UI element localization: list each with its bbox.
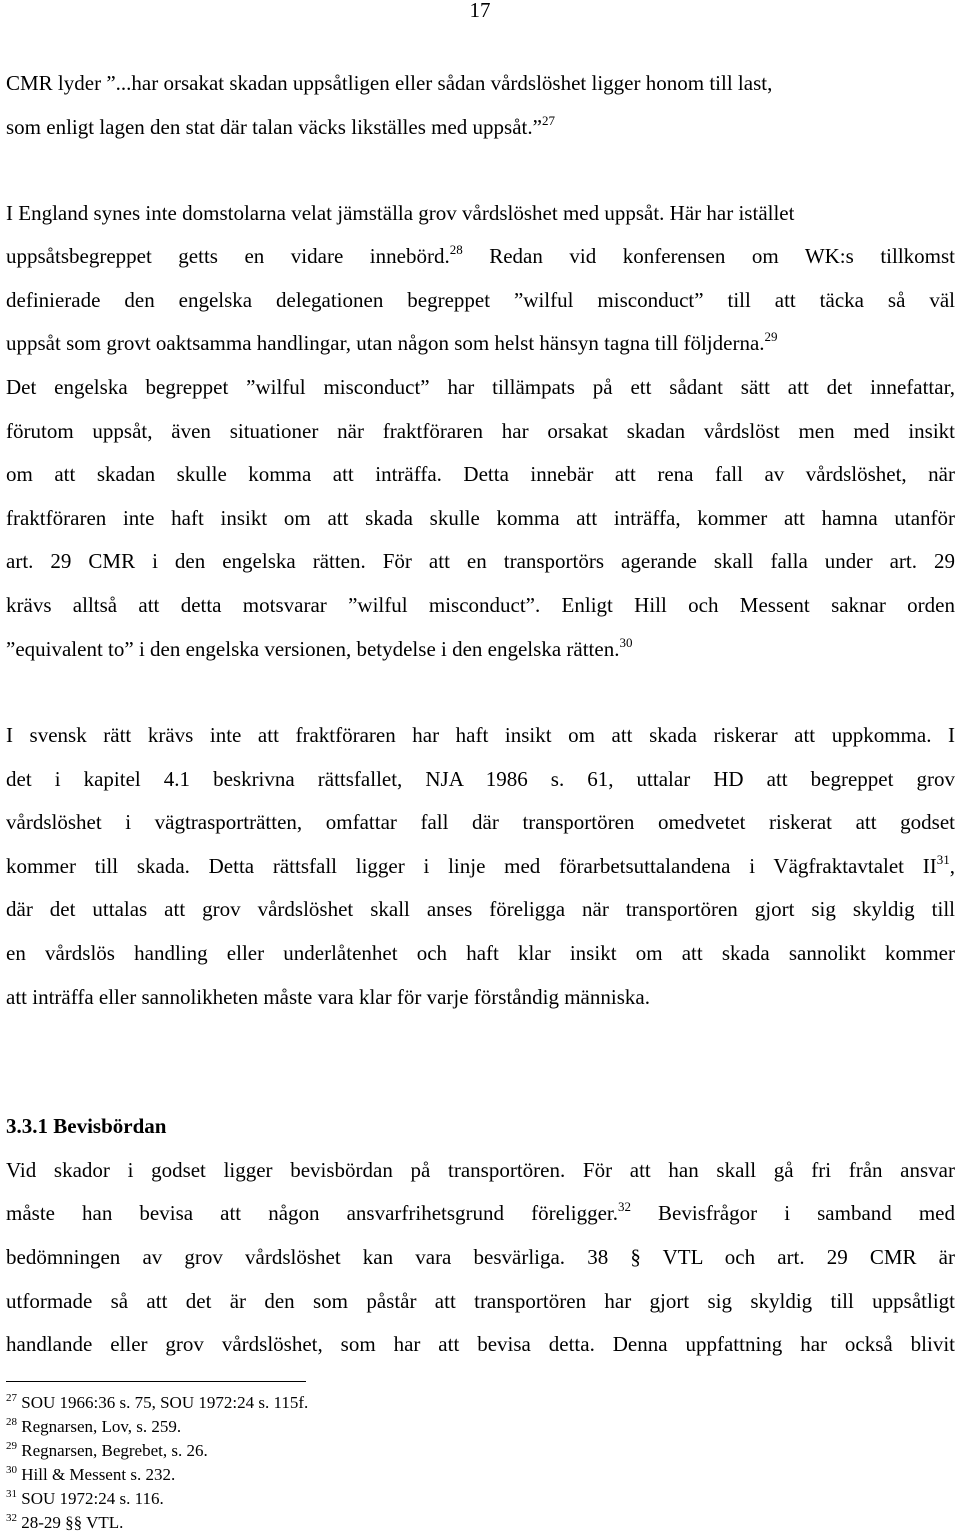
text-run: det i kapitel 4.1 beskrivna rättsfallet, NJA 1986 s. 61, uttalar HD att begreppet grov: [6, 767, 955, 791]
text-line: [6, 766, 955, 792]
text-run: CMR lyder ”...har orsakat skadan uppsåtligen eller sådan vårdslöshet ligger honom till last,: [6, 71, 773, 95]
text-run: utformade så att det är den som påstår att transportören har gjort sig skyldig till uppsåtligt: [6, 1289, 955, 1313]
footnote-ref: 29: [764, 329, 778, 344]
page-number: 17: [469, 0, 491, 22]
text-run: Det engelska begreppet ”wilful misconduct” har tillämpats på ett sådant sätt att det innefattar,: [6, 375, 955, 399]
text-run: kommer till skada. Detta rättsfall ligger i linje med förarbetsuttalandena i Vägfraktavtalet II: [6, 854, 937, 878]
text-run: Vid skador i godset ligger bevisbördan på transportören. För att han skall gå fri från ansvar: [6, 1158, 955, 1182]
footnote: [6, 1465, 175, 1485]
text-line: [6, 1288, 955, 1314]
text-line: [6, 1200, 955, 1226]
footnote-number: 27: [6, 1392, 17, 1404]
footnote-text: Hill & Messent s. 232.: [17, 1465, 176, 1484]
footnote-text: Regnarsen, Begrebet, s. 26.: [17, 1441, 208, 1460]
text-run: ,: [949, 854, 955, 878]
footnote: [6, 1513, 123, 1533]
text-line: [6, 505, 955, 531]
footnote-text: Regnarsen, Lov, s. 259.: [17, 1417, 182, 1436]
footnote-ref: 31: [936, 852, 950, 867]
text-line: [6, 114, 955, 140]
text-line: [6, 809, 955, 835]
text-line: [6, 722, 955, 748]
text-line: [6, 896, 955, 922]
footnote-number: 30: [6, 1464, 17, 1476]
text-line: [6, 461, 955, 487]
text-line: [6, 853, 955, 879]
text-line: [6, 287, 955, 313]
footnote-number: 32: [6, 1512, 17, 1524]
text-run: bedömningen av grov vårdslöshet kan vara besvärliga. 38 § VTL och art. 29 CMR är: [6, 1245, 955, 1269]
text-line: [6, 418, 955, 444]
footnote: [6, 1489, 164, 1509]
text-line: [6, 548, 955, 574]
text-run: I England synes inte domstolarna velat jämställa grov vårdslöshet med uppsåt. Här har istället: [6, 201, 795, 225]
text-run: som enligt lagen den stat där talan väcks likställes med uppsåt.”: [6, 115, 542, 139]
text-run: om att skadan skulle komma att inträffa. Detta innebär att rena fall av vårdslöshet, när: [6, 462, 955, 486]
text-line: [6, 200, 955, 226]
section-heading: [6, 1113, 955, 1139]
text-line: [6, 1244, 955, 1270]
text-line: [6, 940, 955, 966]
text-line: [6, 374, 955, 400]
text-run: måste han bevisa att någon ansvarfrihetsgrund föreligger.: [6, 1201, 618, 1225]
text-run: uppsåt som grovt oaktsamma handlingar, utan någon som helst hänsyn tagna till följderna.: [6, 331, 765, 355]
text-run: art. 29 CMR i den engelska rätten. För att en transportörs agerande skall falla under art. 29: [6, 549, 955, 573]
footnote-number: 28: [6, 1416, 17, 1428]
footnote-ref: 27: [541, 113, 555, 128]
footnote: [6, 1417, 181, 1437]
text-run: Redan vid konferensen om WK:s tillkomst: [462, 244, 956, 268]
text-line: [6, 1331, 955, 1357]
text-run: Bevisfrågor i samband med: [630, 1201, 955, 1225]
text-line: [6, 636, 955, 662]
footnote-rule: [6, 1381, 306, 1382]
text-line: [6, 70, 955, 96]
footnote-number: 29: [6, 1440, 17, 1452]
text-line: [6, 1157, 955, 1183]
footnote-number: 31: [6, 1488, 17, 1500]
footnote-text: 28-29 §§ VTL.: [17, 1513, 124, 1532]
text-line: [6, 330, 955, 356]
text-line: [6, 243, 955, 269]
text-run: förutom uppsåt, även situationer när fraktföraren har orsakat skadan vårdslöst men med insikt: [6, 419, 955, 443]
text-run: vårdslöshet i vägtrasporträtten, omfattar fall där transportören omedvetet riskerat att godset: [6, 810, 955, 834]
footnote-ref: 30: [619, 635, 633, 650]
text-run: fraktföraren inte haft insikt om att skada skulle komma att inträffa, kommer att hamna utanför: [6, 506, 955, 530]
footnote-text: SOU 1966:36 s. 75, SOU 1972:24 s. 115f.: [17, 1393, 309, 1412]
text-run: uppsåtsbegreppet getts en vidare innebörd.: [6, 244, 450, 268]
footnote: [6, 1441, 208, 1461]
footnote-ref: 28: [449, 242, 463, 257]
text-run: där det uttalas att grov vårdslöshet skall anses föreligga när transportören gjort sig skyldig till: [6, 897, 955, 921]
footnote-ref: 32: [617, 1199, 631, 1214]
footnote-text: SOU 1972:24 s. 116.: [17, 1489, 164, 1508]
text-run: 3.3.1 Bevisbördan: [6, 1114, 167, 1138]
text-run: ”equivalent to” i den engelska versionen, betydelse i den engelska rätten.: [6, 637, 620, 661]
text-run: att inträffa eller sannolikheten måste vara klar för varje förståndig människa.: [6, 985, 650, 1009]
text-run: I svensk rätt krävs inte att fraktföraren har haft insikt om att skada riskerar att uppkomma. I: [6, 723, 955, 747]
text-line: [6, 984, 955, 1010]
text-run: en vårdslös handling eller underlåtenhet och haft klar insikt om att skada sannolikt kommer: [6, 941, 955, 965]
text-run: definierade den engelska delegationen begreppet ”wilful misconduct” till att täcka så väl: [6, 288, 955, 312]
text-run: krävs alltså att detta motsvarar ”wilful misconduct”. Enligt Hill och Messent saknar orden: [6, 593, 955, 617]
footnote: [6, 1393, 308, 1413]
text-run: handlande eller grov vårdslöshet, som har att bevisa detta. Denna uppfattning har också blivit: [6, 1332, 955, 1356]
text-line: [6, 592, 955, 618]
